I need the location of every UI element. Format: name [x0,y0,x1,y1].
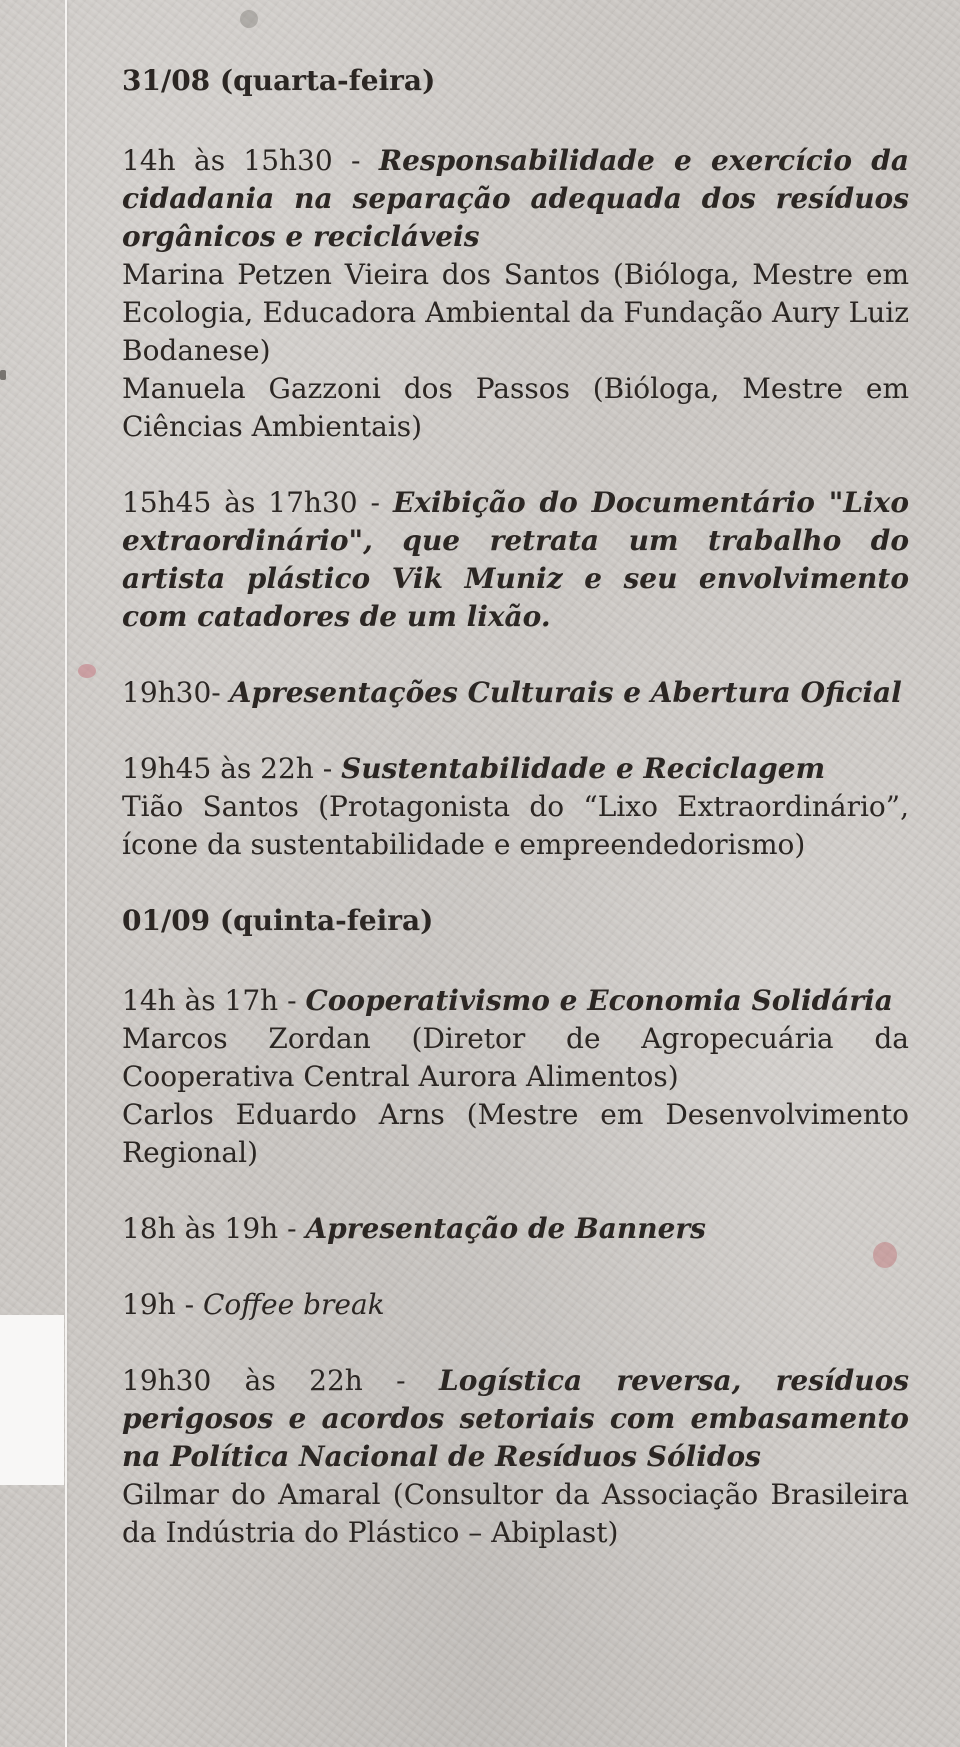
left-panel-edge [0,1315,64,1485]
event-line [122,750,909,788]
schedule-event [122,982,909,1172]
event-title: Sustentabilidade e Reciclagem [341,752,826,785]
event-speaker: Manuela Gazzoni dos Passos (Bióloga, Mestre em Ciências Ambientais) [122,372,909,443]
event-line [122,1362,909,1476]
event-title: Logística reversa, resíduos perigosos e acordos setoriais com embasamento na Política Nacional de Resíduos Sólidos [122,1364,910,1473]
event-title: Exibição do Documentário "Lixo extraordinário", que retrata um trabalho do artista plástico Vik Muniz e seu envolvimento com catadores de um lixão. [122,486,909,633]
event-title: Cooperativismo e Economia Solidária [305,984,893,1017]
event-title: Apresentação de Banners [305,1212,706,1245]
event-line [122,484,909,636]
schedule-event [122,142,909,446]
event-line [122,982,909,1020]
event-speaker: Marcos Zordan (Diretor de Agropecuária da Cooperativa Central Aurora Alimentos) [122,1022,909,1093]
event-speaker: Carlos Eduardo Arns (Mestre em Desenvolvimento Regional) [122,1098,909,1169]
schedule-content [122,62,909,1590]
paper-speck [240,10,258,28]
event-title: Apresentações Culturais e Abertura Oficial [229,676,902,709]
event-time: 19h45 às 22h - [122,752,342,785]
schedule-event [122,1210,909,1248]
paper-speck [0,370,6,380]
event-time: 14h às 15h30 - [122,144,379,177]
page-fold-line [65,0,67,1747]
event-speaker: Marina Petzen Vieira dos Santos (Bióloga, Mestre em Ecologia, Educadora Ambiental da Fundação Aury Luiz Bodanese) [122,258,909,367]
schedule-event [122,674,909,712]
event-speaker: Tião Santos (Protagonista do “Lixo Extraordinário”, ícone da sustentabilidade e empreendedorismo) [122,790,909,861]
event-time: 19h30- [122,676,230,709]
event-title: Responsabilidade e exercício da cidadania na separação adequada dos resíduos orgânicos e recicláveis [122,144,910,253]
day-heading: 01/09 (quinta-feira) [122,904,434,937]
day-heading: 31/08 (quarta-feira) [122,64,436,97]
paper-speck [78,664,96,678]
schedule-event [122,1362,909,1552]
event-time: 14h às 17h - [122,984,306,1017]
event-line [122,1210,909,1248]
schedule-event [122,484,909,636]
schedule-event [122,750,909,864]
schedule-event [122,1286,909,1324]
event-time: 15h45 às 17h30 - [122,486,393,519]
event-line [122,674,909,712]
event-time: 19h30 às 22h - [122,1364,440,1397]
event-time: 18h às 19h - [122,1212,306,1245]
event-title: Coffee break [202,1288,385,1321]
event-line [122,142,909,256]
event-time: 19h - [122,1288,203,1321]
event-speaker: Gilmar do Amaral (Consultor da Associação Brasileira da Indústria do Plástico – Abiplast) [122,1478,909,1549]
event-line [122,1286,909,1324]
